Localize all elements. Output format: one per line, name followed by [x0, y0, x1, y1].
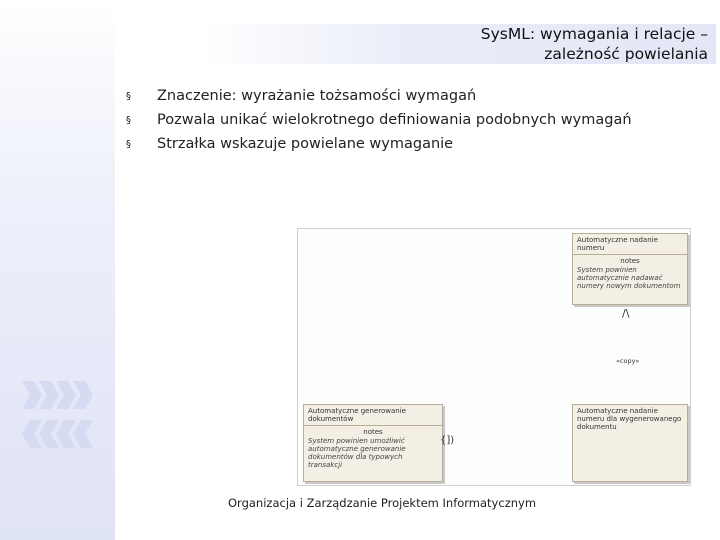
chevrons-right-decoration [22, 381, 90, 409]
copy-stereotype-label: «copy» [616, 357, 640, 365]
requirement-box-right [572, 404, 688, 482]
chevron-right-icon [73, 381, 93, 409]
requirement-notes: System powinien automatycznie nadawać numery nowym dokumentom [577, 266, 681, 290]
notes-label: notes [620, 257, 640, 265]
notes-label: notes [363, 428, 383, 436]
bullet-marker: § [126, 91, 131, 102]
sysml-diagram [297, 228, 691, 486]
requirement-box-top [572, 233, 688, 305]
bullet-text: Strzałka wskazuje powielane wymaganie [157, 136, 454, 152]
title-line-2: zależność powielania [544, 45, 708, 63]
title-bar [206, 24, 716, 64]
requirement-name: Automatyczne generowanie dokumentów [304, 405, 442, 426]
bullet-text: Znaczenie: wyrażanie tożsamości wymagań [157, 88, 477, 104]
requirement-notes: System powinien umożliwić automatyczne generowanie dokumentów dla typowych transakcji [308, 437, 406, 469]
bullet-item [126, 88, 646, 105]
chevron-left-icon [73, 420, 93, 448]
slide-title [481, 24, 708, 64]
requirement-name: Automatyczne nadanie numeru [573, 234, 687, 255]
bracket-marker: {]) [440, 435, 455, 446]
requirement-name: Automatyczne nadanie numeru dla wygenerowanego dokumentu [577, 407, 682, 431]
copy-arrowhead: /\ [622, 307, 630, 320]
left-decorative-band [0, 0, 115, 540]
bullet-list [126, 88, 646, 160]
bullet-item [126, 112, 646, 129]
bullet-item [126, 136, 646, 153]
title-line-1: SysML: wymagania i relacje – [480, 25, 708, 43]
bullet-marker: § [126, 115, 131, 126]
bullet-text: Pozwala unikać wielokrotnego definiowania podobnych wymagań [157, 112, 632, 128]
footer-text: Organizacja i Zarządzanie Projektem Informatycznym [228, 496, 537, 510]
bullet-marker: § [126, 139, 131, 150]
chevrons-left-decoration [22, 420, 90, 448]
requirement-box-left [303, 404, 443, 482]
